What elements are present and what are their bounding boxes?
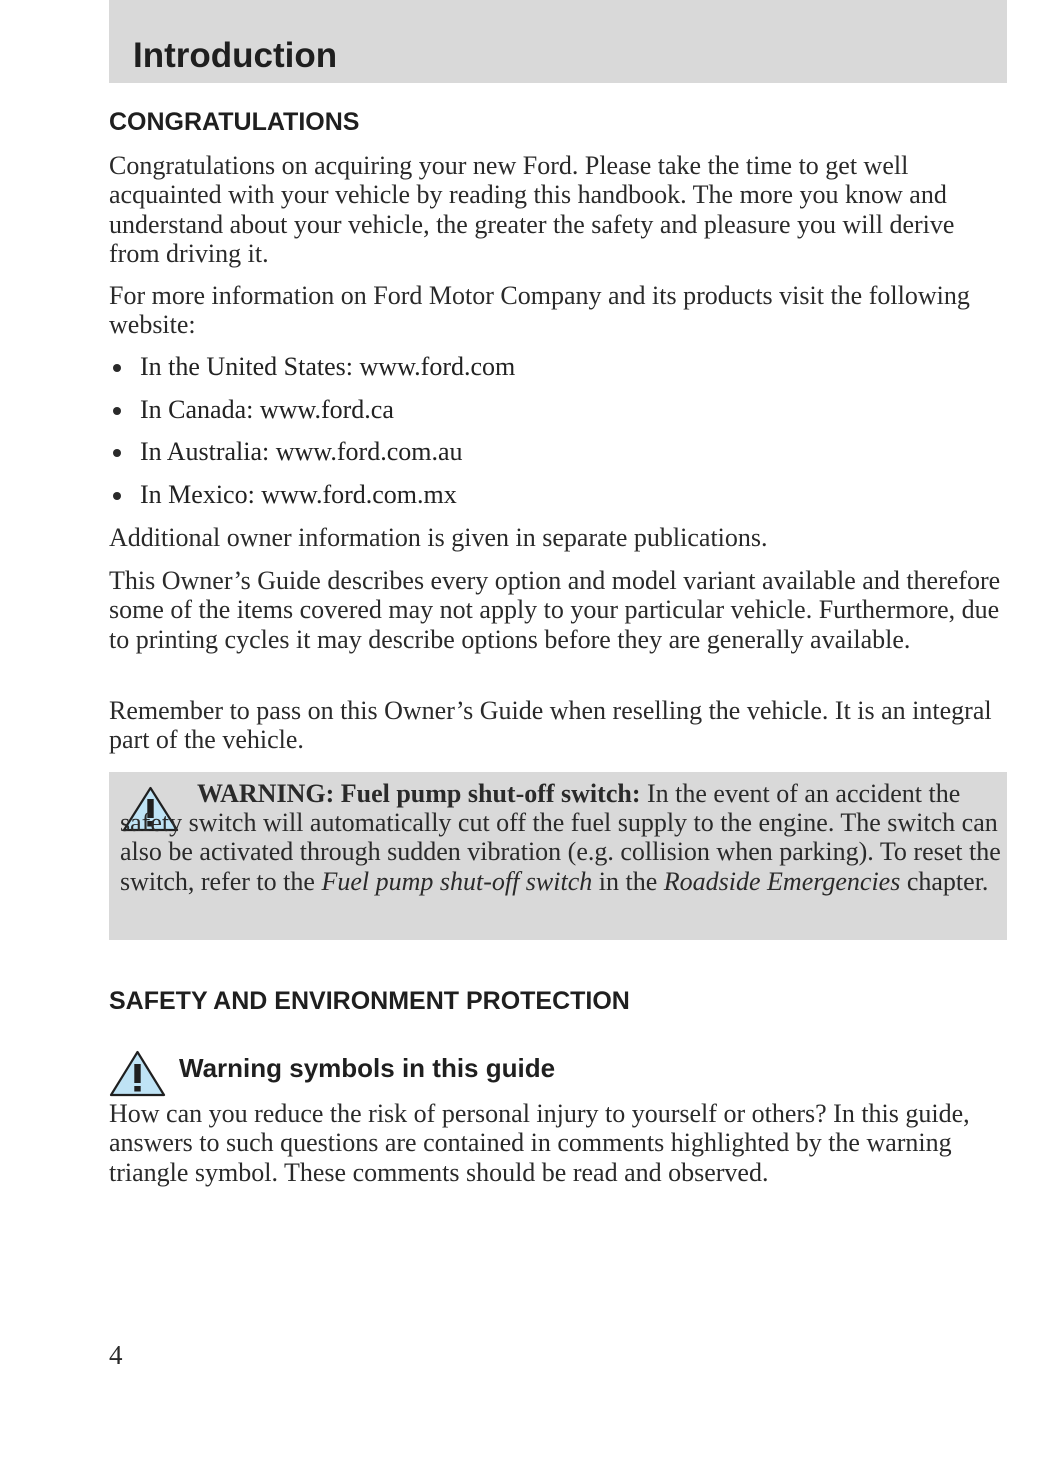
fuel-pump-warning-box <box>109 772 1007 940</box>
bullet-icon <box>113 449 121 457</box>
chapter-header <box>109 0 1007 83</box>
chapter-title: Introduction <box>133 36 338 75</box>
website-canada: In Canada: www.ford.ca <box>140 394 394 424</box>
bullet-icon <box>113 407 121 415</box>
warning-chapter-ref: Roadside Emergencies <box>663 866 901 896</box>
warning-body-1: In the event of an accident the safety switch will automatically cut off the fuel supply to the engine. The switch can also be activated through sudden vibration (e.g. collision when parking). To reset the switch, refer to the <box>120 779 1001 896</box>
list-item <box>109 479 515 522</box>
list-item <box>109 351 515 394</box>
website-mexico: In Mexico: www.ford.com.mx <box>140 480 457 510</box>
warning-body-3: chapter. <box>900 866 989 896</box>
safety-heading: SAFETY AND ENVIRONMENT PROTECTION <box>109 987 630 1015</box>
additional-info-paragraph: Additional owner information is given in separate publications. <box>109 523 768 552</box>
warning-symbols-subheading: Warning symbols in this guide <box>179 1053 556 1083</box>
warning-section-ref: Fuel pump shut-off switch <box>321 866 593 896</box>
page-number: 4 <box>109 1340 123 1370</box>
warning-triangle-icon <box>109 1050 166 1097</box>
warning-text <box>120 779 1002 896</box>
bullet-icon <box>113 492 121 500</box>
intro-paragraph: Congratulations on acquiring your new Ford. Please take the time to get well acquainted with your vehicle by reading this handbook. The more you know and understand about your vehicle, the greater the safety and pleasure you will derive from driving it. <box>109 151 955 268</box>
warning-body-2: in the <box>592 866 664 896</box>
bullet-icon <box>113 364 121 372</box>
list-item <box>109 394 515 437</box>
more-info-paragraph: For more information on Ford Motor Company and its products visit the following website: <box>109 281 970 340</box>
warning-label: WARNING: Fuel pump shut-off switch: <box>197 779 641 808</box>
congratulations-heading: CONGRATULATIONS <box>109 108 360 136</box>
website-australia: In Australia: www.ford.com.au <box>140 437 463 467</box>
guide-scope-paragraph: This Owner’s Guide describes every option and model variant available and therefore some of the items covered may not apply to your particular vehicle. Furthermore, due to printing cycles it may describe options before they are generally available. <box>109 566 1001 654</box>
remember-paragraph: Remember to pass on this Owner’s Guide when reselling the vehicle. It is an integral part of the vehicle. <box>109 696 992 755</box>
website-us: In the United States: www.ford.com <box>140 352 516 381</box>
warning-symbols-paragraph: How can you reduce the risk of personal injury to yourself or others? In this guide, answers to such questions are contained in comments highlighted by the warning triangle symbol. These comments should be read and observed. <box>109 1099 970 1187</box>
website-list <box>109 351 515 522</box>
list-item <box>109 436 515 479</box>
